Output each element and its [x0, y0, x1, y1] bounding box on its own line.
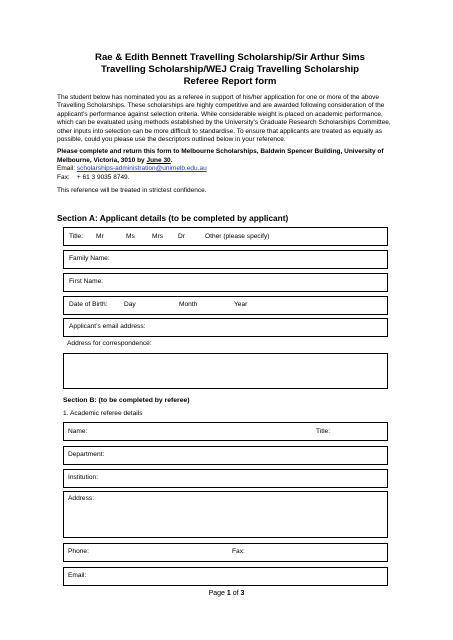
- address-label: Address for correspondence:: [67, 340, 152, 347]
- referee-fax-label: Fax:: [232, 548, 245, 555]
- page-number: [0, 590, 453, 597]
- dob-month: Month: [179, 301, 198, 308]
- form-title: [60, 52, 400, 88]
- confidence-note: This reference will be treated in strictest confidence.: [57, 187, 207, 195]
- first-name-label: First Name:: [69, 278, 104, 285]
- page-prefix: Page: [208, 590, 227, 597]
- email-link[interactable]: scholarships-administration@unimelb.edu.au: [76, 165, 207, 173]
- referee-email-label: Email:: [68, 572, 87, 579]
- family-name-field[interactable]: [63, 250, 388, 269]
- section-a-heading: Section A: Applicant details (to be completed by applicant): [57, 213, 289, 223]
- title-option-ms[interactable]: Ms: [126, 233, 135, 240]
- department-field[interactable]: [63, 446, 388, 465]
- email-line: [57, 165, 395, 173]
- referee-title-label: Title:: [316, 428, 331, 435]
- applicant-email-field[interactable]: [63, 318, 388, 337]
- dob-year: Year: [234, 301, 248, 308]
- email-label: Email:: [57, 165, 77, 173]
- page-total: 3: [240, 590, 245, 597]
- deadline: June 30: [146, 156, 171, 164]
- first-name-field[interactable]: [63, 273, 388, 292]
- phone-label: Phone:: [68, 548, 89, 555]
- referee-address-label: Address:: [68, 495, 95, 502]
- dob-day: Day: [124, 301, 136, 308]
- section-b-heading: Section B: (to be completed by referee): [63, 397, 190, 404]
- title-line-3: Referee Report form: [183, 76, 277, 87]
- referee-address-field[interactable]: [63, 491, 388, 538]
- family-name-label: Family Name:: [69, 255, 110, 262]
- institution-label: Institution:: [68, 474, 99, 481]
- title-label: Title:: [69, 233, 84, 240]
- deadline-period: .: [170, 156, 173, 164]
- title-option-mr[interactable]: Mr: [96, 233, 104, 240]
- instruction-paragraph: [57, 148, 395, 165]
- title-option-dr[interactable]: Dr: [178, 233, 185, 240]
- title-field[interactable]: [63, 227, 388, 246]
- fax-number: + 61 3 9035 8749.: [76, 173, 130, 181]
- page-current: 1: [226, 590, 231, 597]
- fax-line: [57, 174, 395, 182]
- dob-field[interactable]: [63, 296, 388, 315]
- section-b-subheading: 1. Academic referee details: [63, 410, 143, 417]
- applicant-email-label: Applicant’s email address:: [69, 323, 146, 330]
- dob-label: Date of Birth:: [69, 301, 108, 308]
- referee-name-label: Name:: [68, 428, 88, 435]
- intro-block: [57, 94, 395, 195]
- referee-email-field[interactable]: [63, 567, 388, 586]
- intro-paragraph: The student below has nominated you as a referee in support of his/her application for one or more of the above Travelling Scholarships. These scholarships are highly competitive and are awarded following consideration of the applicant’s performance against selection criteria. While considerable weight is placed on academic performance, which can be evaluated using methods established by the University’s Graduate Research Scholarships Committee, other inputs into selection can be more difficult to standardise. To ensure that applicants are treated as equally as possible, could you please use the descriptors outlined below in your reference.: [57, 94, 391, 144]
- fax-label: Fax:: [57, 173, 70, 181]
- address-textarea[interactable]: [63, 353, 388, 389]
- title-option-mrs[interactable]: Mrs: [152, 233, 163, 240]
- referee-name-field[interactable]: [63, 422, 388, 441]
- title-line-2: Travelling Scholarship/WEJ Craig Travelling Scholarship: [100, 64, 360, 75]
- phone-fax-field[interactable]: [63, 543, 388, 562]
- title-line-1: Rae & Edith Bennett Travelling Scholarship/Sir Arthur Sims: [95, 52, 365, 63]
- page-of: of: [230, 590, 241, 597]
- department-label: Department:: [68, 451, 105, 458]
- instruction-text: Please complete and return this form to Melbourne Scholarships, Baldwin Spencer Building, University of Melbourne, Victoria, 3010 by: [57, 148, 384, 164]
- institution-field[interactable]: [63, 469, 388, 488]
- title-option-other[interactable]: Other (please specify): [205, 233, 270, 240]
